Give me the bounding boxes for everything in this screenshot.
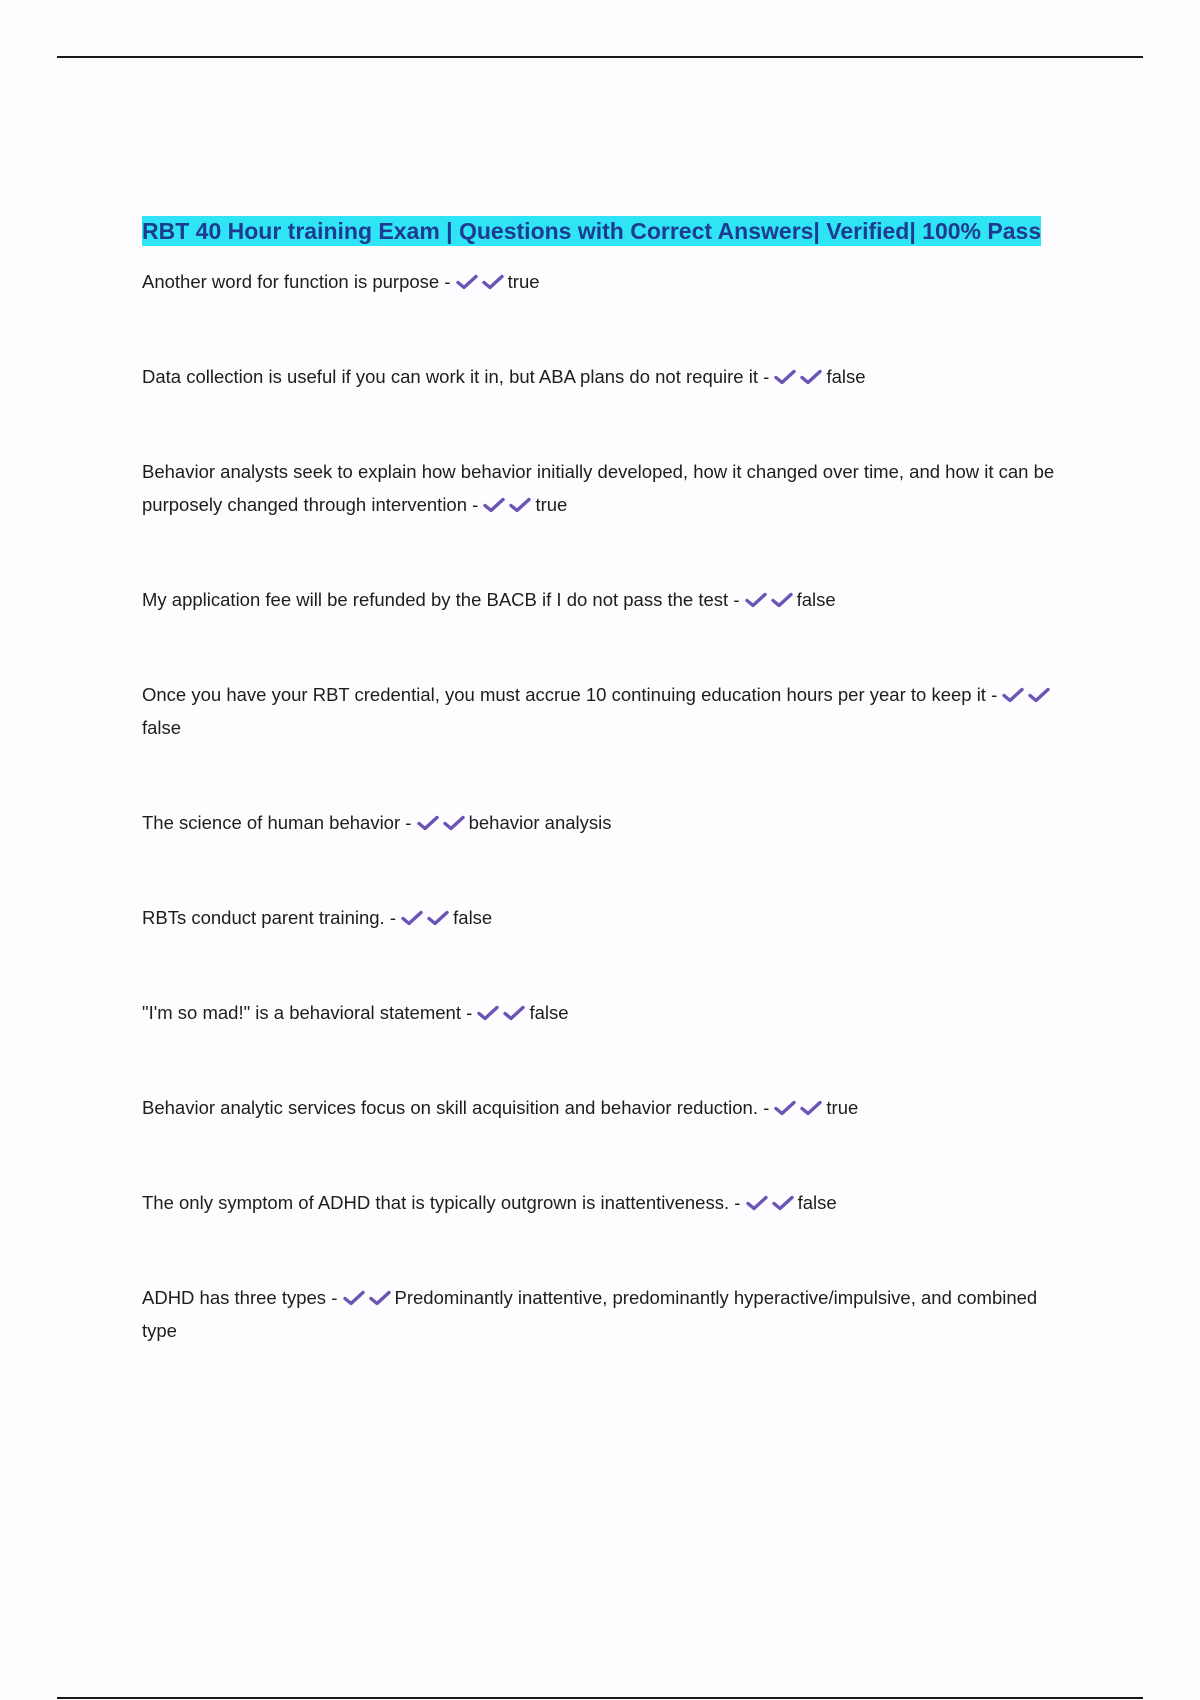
question-text: Once you have your RBT credential, you must accrue 10 continuing education hours per year to keep it: [142, 684, 986, 705]
check-marks: [774, 366, 826, 387]
check-icon: [800, 1100, 822, 1116]
separator: -: [405, 812, 412, 833]
question-text: The science of human behavior: [142, 812, 401, 833]
check-icon: [401, 910, 423, 926]
check-icon: [746, 1195, 768, 1211]
check-icon: [443, 815, 465, 831]
check-icon: [483, 497, 505, 513]
qa-item: [142, 265, 1062, 298]
question-text: Behavior analytic services focus on skill acquisition and behavior reduction.: [142, 1097, 758, 1118]
check-icon: [417, 815, 439, 831]
separator: -: [763, 366, 770, 387]
check-marks: [483, 494, 535, 515]
check-icon: [509, 497, 531, 513]
question-text: "I'm so mad!" is a behavioral statement: [142, 1002, 461, 1023]
check-marks: [746, 1192, 798, 1213]
answer-text: false: [453, 907, 493, 928]
footer-rule: [57, 1697, 1143, 1699]
check-icon: [477, 1005, 499, 1021]
answer-text: false: [796, 589, 836, 610]
check-icon: [771, 592, 793, 608]
check-icon: [800, 369, 822, 385]
answer-text: behavior analysis: [468, 812, 612, 833]
check-icon: [774, 369, 796, 385]
check-marks: [417, 812, 469, 833]
question-text: Behavior analysts seek to explain how behavior initially developed, how it changed over time, and how it can be purposely changed through intervention: [142, 461, 1055, 515]
check-marks: [745, 589, 797, 610]
separator: -: [472, 494, 479, 515]
qa-item: [142, 806, 1062, 839]
qa-item: [142, 360, 1062, 393]
check-marks: [343, 1287, 395, 1308]
check-icon: [1002, 687, 1024, 703]
check-icon: [772, 1195, 794, 1211]
qa-list: [142, 265, 1062, 1347]
separator: -: [733, 589, 740, 610]
question-text: Data collection is useful if you can work it in, but ABA plans do not require it: [142, 366, 758, 387]
question-text: Another word for function is purpose: [142, 271, 440, 292]
check-icon: [369, 1290, 391, 1306]
qa-item: [142, 901, 1062, 934]
qa-item: [142, 1186, 1062, 1219]
check-marks: [477, 1002, 529, 1023]
answer-text: false: [142, 717, 182, 738]
check-marks: [401, 907, 453, 928]
check-icon: [343, 1290, 365, 1306]
check-marks: [774, 1097, 826, 1118]
qa-item: [142, 996, 1062, 1029]
question-text: ADHD has three types: [142, 1287, 327, 1308]
document-title: [142, 212, 1062, 251]
separator: -: [444, 271, 451, 292]
check-icon: [482, 274, 504, 290]
check-icon: [774, 1100, 796, 1116]
answer-text: Predominantly inattentive, predominantly hyperactive/impulsive, and combined type: [142, 1287, 1038, 1341]
answer-text: false: [797, 1192, 837, 1213]
header-rule: [57, 56, 1143, 58]
check-icon: [1028, 687, 1050, 703]
check-icon: [456, 274, 478, 290]
separator: -: [763, 1097, 770, 1118]
question-text: The only symptom of ADHD that is typically outgrown is inattentiveness.: [142, 1192, 730, 1213]
check-icon: [427, 910, 449, 926]
separator: -: [734, 1192, 741, 1213]
qa-item: [142, 678, 1062, 744]
separator: -: [466, 1002, 473, 1023]
question-text: RBTs conduct parent training.: [142, 907, 385, 928]
answer-text: true: [826, 1097, 859, 1118]
separator: -: [331, 1287, 338, 1308]
separator: -: [991, 684, 998, 705]
qa-item: [142, 1091, 1062, 1124]
qa-item: [142, 455, 1062, 521]
check-icon: [745, 592, 767, 608]
title-highlight: RBT 40 Hour training Exam | Questions with Correct Answers| Verified| 100% Pass: [142, 218, 1042, 244]
document-content: [142, 212, 1062, 1347]
answer-text: false: [826, 366, 866, 387]
answer-text: true: [507, 271, 540, 292]
separator: -: [389, 907, 396, 928]
check-marks: [1002, 684, 1054, 705]
check-marks: [456, 271, 508, 292]
question-text: My application fee will be refunded by the BACB if I do not pass the test: [142, 589, 729, 610]
qa-item: [142, 1281, 1062, 1347]
answer-text: false: [529, 1002, 569, 1023]
check-icon: [503, 1005, 525, 1021]
answer-text: true: [535, 494, 568, 515]
qa-item: [142, 583, 1062, 616]
